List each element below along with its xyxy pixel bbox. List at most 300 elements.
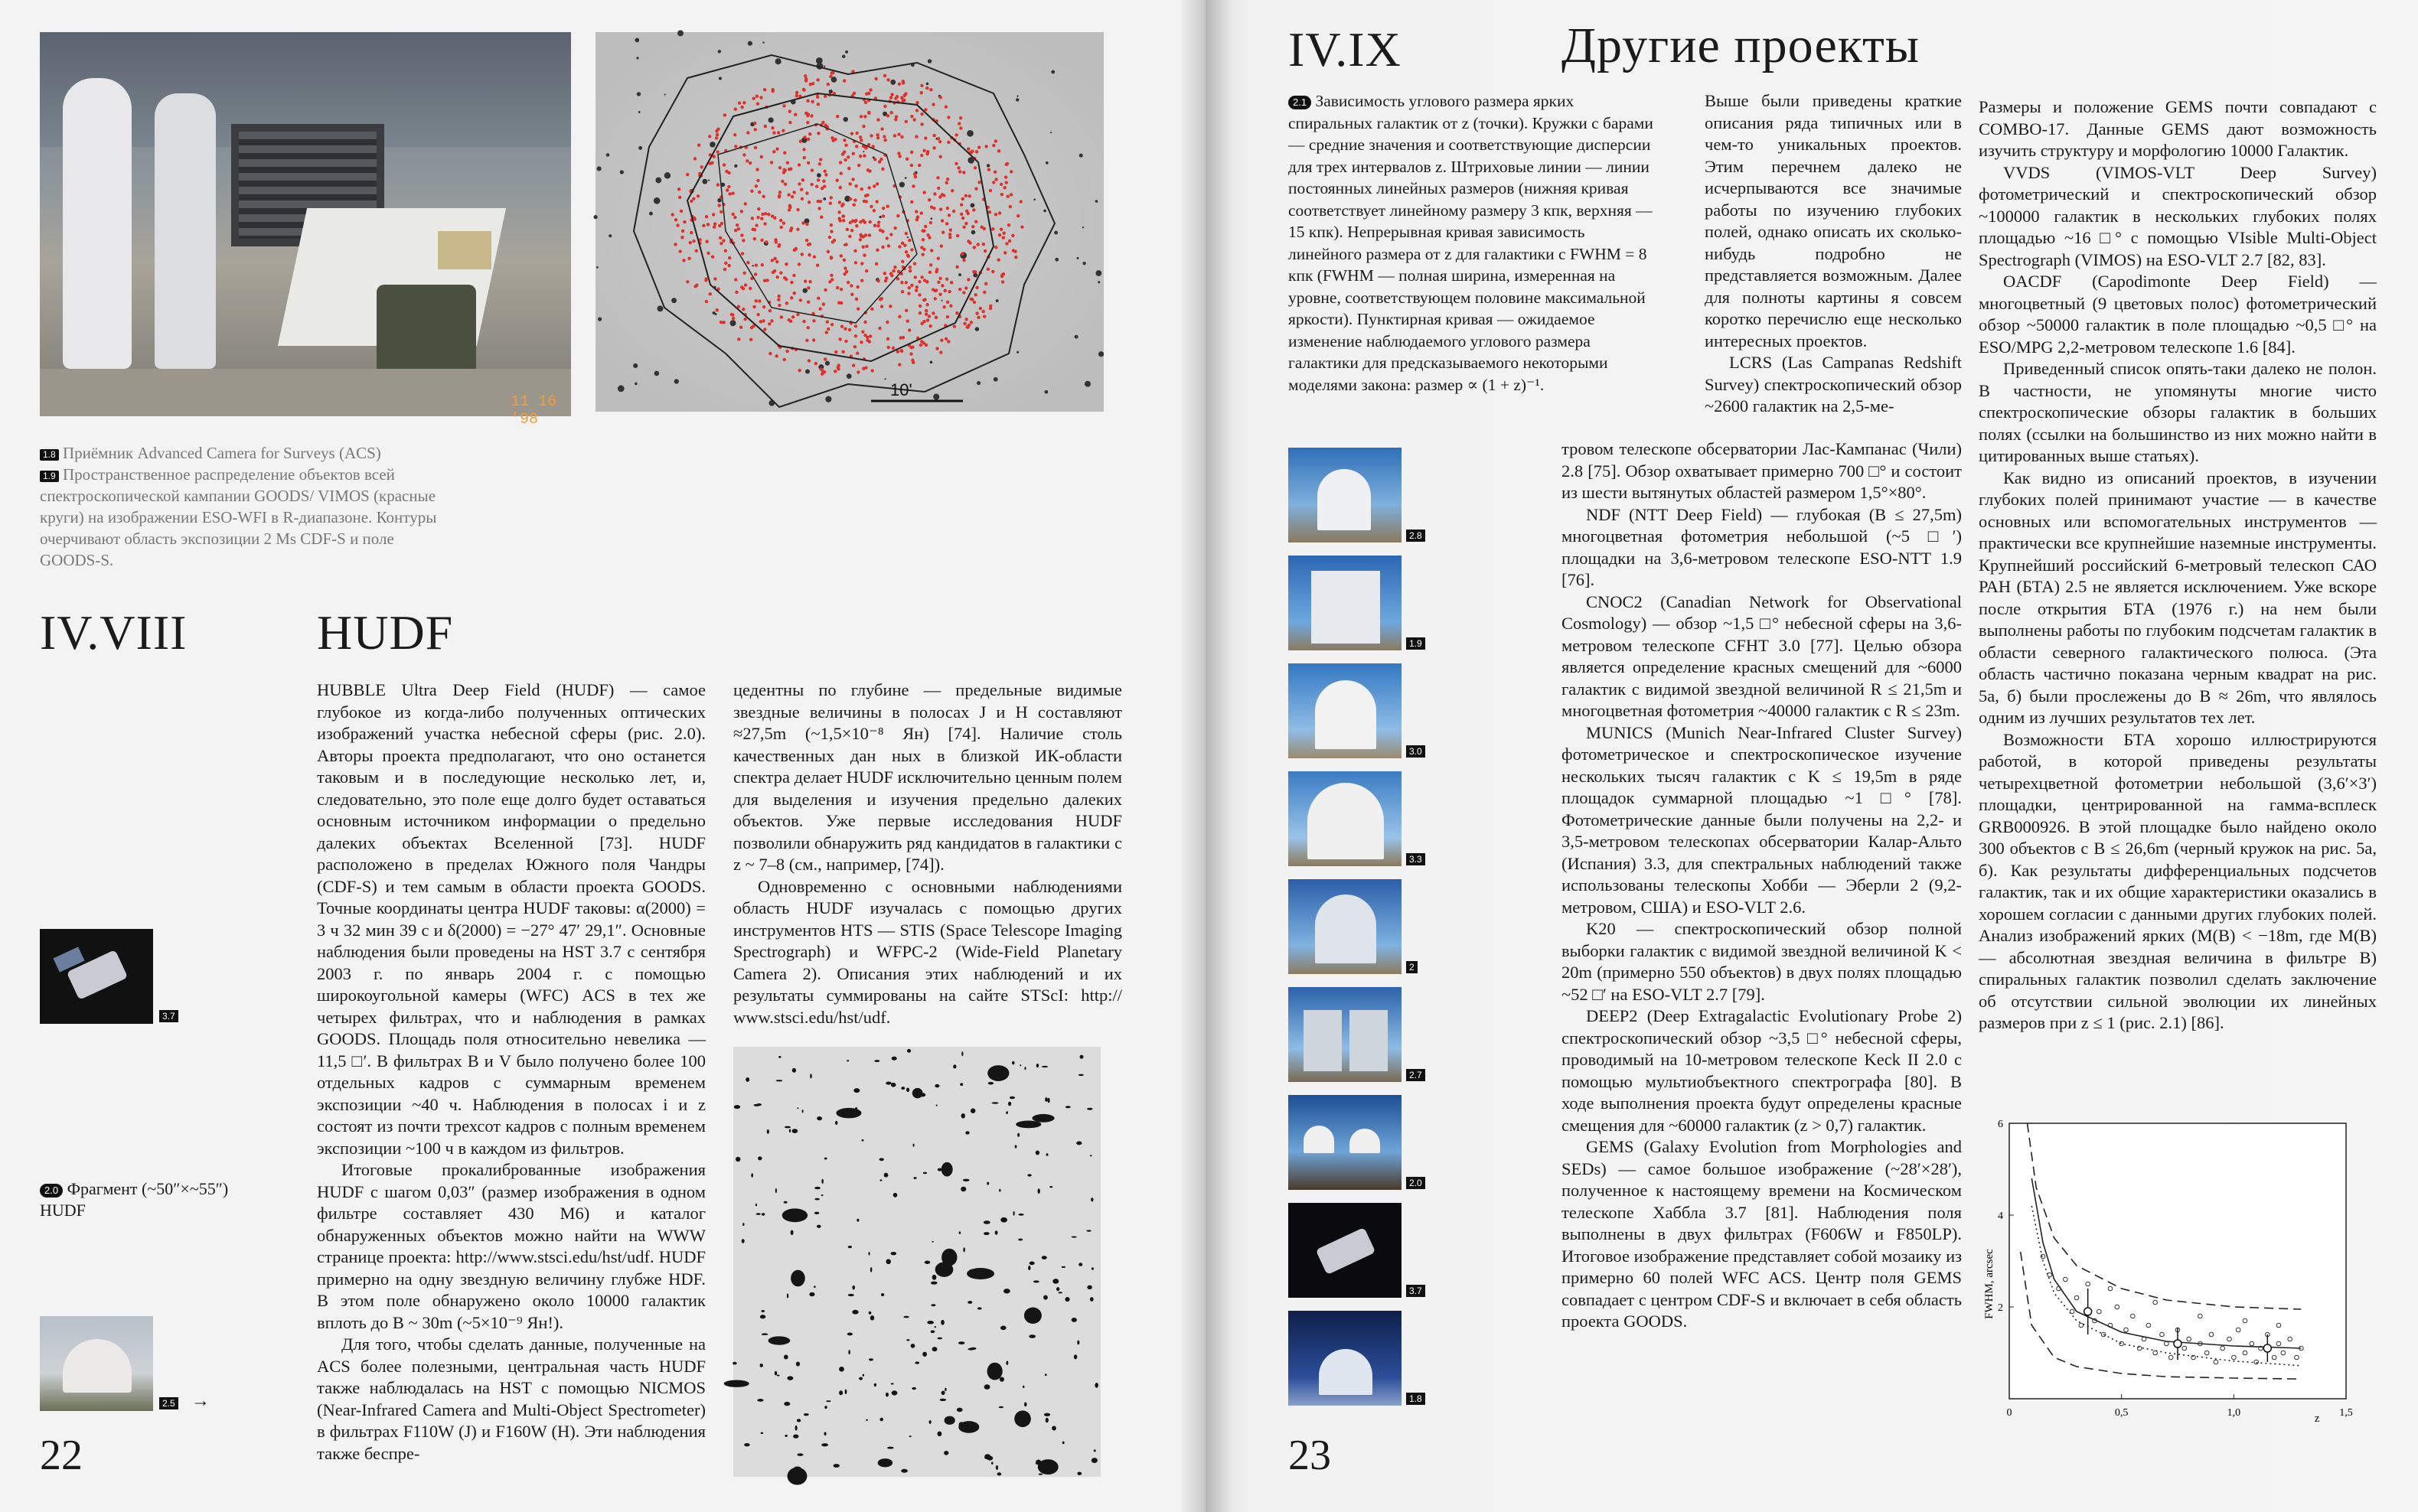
field-star xyxy=(1050,132,1052,133)
section-title-hudf: HUDF xyxy=(317,605,454,660)
target-dot xyxy=(742,287,745,290)
target-dot xyxy=(726,188,729,191)
hudf-galaxy xyxy=(852,1310,858,1315)
target-dot xyxy=(755,263,758,266)
target-dot xyxy=(804,74,807,77)
hudf-galaxy xyxy=(775,1188,777,1193)
target-dot xyxy=(817,207,821,210)
hudf-galaxy xyxy=(863,1374,864,1377)
hudf-galaxy xyxy=(940,1399,947,1401)
target-dot xyxy=(861,331,864,334)
hudf-galaxy xyxy=(988,1082,994,1085)
telescope-badge-6: 2.7 xyxy=(1406,1069,1425,1081)
hudf-galaxy xyxy=(756,1103,762,1106)
field-star xyxy=(931,217,933,220)
telescope-badge-9: 1.8 xyxy=(1406,1393,1425,1405)
target-dot xyxy=(816,78,819,81)
project-deep2: DEEP2 (Deep Extragalactic Evolutionary Probe 2) спектроскопический обзор ~3,5 □° небесной сферы, проводимый на 10-метровом телескопе Keck II 2.0 с помощью мультиобъектного спектрографа [80]. В ходе выполнения проекта будут определены красные смещения для ~60000 галактик (z > 0,7) галактик. xyxy=(1561,1006,1962,1135)
telescope-thumb-4 xyxy=(1288,771,1402,866)
target-dot xyxy=(907,292,910,295)
target-dot xyxy=(925,152,928,155)
target-dot xyxy=(906,254,909,257)
mean-point xyxy=(2174,1340,2181,1347)
project-vvds: VVDS (VIMOS-VLT Deep Survey) фотометрический и спектроскопический обзор ~100000 галактик в нескольких глубоких полях площадью ~16 □° с помощью VIsible Multi-Object Spectrograph (VIMOS) на ESO-VLT 2.7 [82, 83]. xyxy=(1979,162,2377,269)
target-dot xyxy=(784,182,787,185)
field-star xyxy=(1075,335,1078,339)
target-dot xyxy=(805,223,808,226)
target-dot xyxy=(882,214,885,217)
target-dot xyxy=(902,80,905,83)
target-dot xyxy=(810,183,813,186)
target-dot xyxy=(949,305,952,308)
target-dot xyxy=(818,162,821,165)
target-dot xyxy=(727,171,730,174)
target-dot xyxy=(939,207,942,210)
telescope-thumb-6 xyxy=(1288,987,1402,1082)
hudf-galaxy xyxy=(796,1361,800,1366)
hudf-galaxy xyxy=(884,1173,889,1178)
target-dot xyxy=(782,222,785,225)
target-dot xyxy=(945,106,948,109)
target-dot xyxy=(924,108,927,111)
hudf-galaxy xyxy=(971,1108,975,1113)
hudf-galaxy xyxy=(932,1347,938,1351)
target-dot xyxy=(793,249,796,252)
target-dot xyxy=(938,140,941,143)
target-dot xyxy=(783,152,786,155)
target-dot xyxy=(720,222,723,225)
target-dot xyxy=(680,210,683,213)
target-dot xyxy=(880,305,883,308)
target-dot xyxy=(984,282,987,285)
target-dot xyxy=(873,224,876,227)
target-dot xyxy=(970,321,973,324)
hudf-galaxy xyxy=(879,1179,882,1181)
target-dot xyxy=(973,246,976,249)
hudf-galaxy xyxy=(870,1267,873,1272)
target-dot xyxy=(945,181,948,184)
target-dot xyxy=(925,86,928,90)
field-star xyxy=(1095,270,1101,276)
target-dot xyxy=(863,220,866,223)
hudf-galaxy xyxy=(1000,1217,1007,1223)
hudf-galaxy xyxy=(836,1108,861,1119)
field-star xyxy=(816,57,823,64)
target-dot xyxy=(768,322,771,325)
hudf-galaxy xyxy=(1044,1413,1050,1416)
hudf-galaxy xyxy=(824,1406,827,1409)
target-dot xyxy=(789,320,792,323)
project-k20: K20 — спектроскопический обзор полной выборки галактик с видимой звездной величиной K < 20m (примерно 550 объектов) в двух полях площадью ~52 □′ на ESO-VLT 2.7 [79]. xyxy=(1561,919,1962,1004)
target-dot xyxy=(708,135,711,138)
target-dot xyxy=(811,168,814,171)
target-dot xyxy=(904,92,907,95)
target-dot xyxy=(1011,234,1014,237)
target-dot xyxy=(812,319,815,322)
instruments-paragraph: Как видно из описаний проектов, в изучении глубоких полей принимают участие — в качестве основных или вспомогательных инструментов — практически все крупнейшие наземные инструменты. Крупнейший российский 6-метровый телескоп САО РАН (БТА) 2.5 не является исключением. Уже вскоре после открытия БТА (1976 г.) на нем были выполнены работы по глубоким подсчетам галактик в области северного галактического полюса. (Эта область частично показана черным квадрат на рис. 5а, б) были прослежены до B ≈ 26m, что являлось одним из лучших результатов тех лет. xyxy=(1979,468,2377,727)
target-dot xyxy=(1012,249,1015,252)
target-dot xyxy=(837,210,840,213)
target-dot xyxy=(855,224,858,227)
target-dot xyxy=(859,135,862,138)
target-dot xyxy=(920,211,923,214)
hudf-galaxy xyxy=(1090,1155,1092,1156)
target-dot xyxy=(808,200,811,204)
target-dot xyxy=(813,256,816,259)
target-dot xyxy=(896,214,899,217)
target-dot xyxy=(940,338,943,341)
target-dot xyxy=(873,184,876,187)
target-dot xyxy=(886,337,889,341)
field-star xyxy=(970,203,974,207)
target-dot xyxy=(802,320,805,323)
target-dot xyxy=(937,257,940,260)
target-dot xyxy=(811,82,814,85)
field-star xyxy=(636,57,638,59)
target-dot xyxy=(690,231,693,234)
hudf-galaxy xyxy=(821,1194,824,1196)
target-dot xyxy=(974,166,977,169)
hudf-galaxy xyxy=(809,1292,814,1297)
target-dot xyxy=(762,195,765,198)
target-dot xyxy=(843,138,846,142)
target-dot xyxy=(749,338,752,341)
mean-point xyxy=(2263,1344,2271,1352)
target-dot xyxy=(991,270,994,273)
project-oacdf: OACDF (Capodimonte Deep Field) — многоцветный (9 цветовых полос) фотометрический обзор ~50000 галактик в поле площадью ~0,5 □° на ESO/MPG 2,2-метровом телескопе 1.6 [84]. xyxy=(1979,272,2377,357)
target-dot xyxy=(961,197,964,200)
book-spine-shadow xyxy=(1179,0,1232,1512)
right-page xyxy=(1206,0,2418,1512)
target-dot xyxy=(859,238,862,241)
target-dot xyxy=(967,278,970,281)
target-dot xyxy=(926,318,929,321)
hudf-galaxy xyxy=(791,1230,794,1236)
hudf-galaxy xyxy=(1032,1114,1054,1123)
hudf-galaxy xyxy=(963,1179,970,1181)
hudf-galaxy xyxy=(784,1354,788,1359)
field-star xyxy=(718,50,721,53)
y-tick-label: 6 xyxy=(1998,1119,2003,1130)
target-dot xyxy=(925,344,928,347)
target-dot xyxy=(962,226,965,229)
section-title-other: Другие проекты xyxy=(1561,18,1920,73)
target-dot xyxy=(868,170,871,173)
target-dot xyxy=(948,236,951,239)
target-dot xyxy=(775,354,778,357)
target-dot xyxy=(731,213,734,216)
target-dot xyxy=(932,311,935,314)
field-star xyxy=(1098,281,1100,283)
target-dot xyxy=(975,311,978,314)
target-dot xyxy=(930,205,933,208)
hudf-galaxy xyxy=(746,1077,749,1082)
target-dot xyxy=(865,269,868,272)
target-dot xyxy=(746,131,749,134)
target-dot xyxy=(761,213,764,216)
hudf-galaxy xyxy=(1039,1473,1043,1475)
hudf-galaxy xyxy=(791,1129,798,1133)
target-dot xyxy=(968,194,971,197)
hudf-galaxy xyxy=(961,1187,966,1192)
target-dot xyxy=(959,126,962,129)
hudf-galaxy xyxy=(907,1049,911,1053)
hubble-thumbnail xyxy=(40,929,153,1024)
target-dot xyxy=(887,346,890,349)
hudf-galaxy xyxy=(929,1420,932,1424)
target-dot xyxy=(922,230,925,233)
target-dot xyxy=(866,339,869,342)
hudf-galaxy xyxy=(1023,1386,1024,1388)
hudf-galaxy xyxy=(847,1333,853,1336)
hudf-galaxy xyxy=(814,1212,820,1214)
target-dot xyxy=(864,366,867,369)
hudf-galaxy xyxy=(802,1110,804,1113)
target-dot xyxy=(727,264,730,267)
target-dot xyxy=(919,344,922,347)
target-dot xyxy=(760,217,763,220)
target-dot xyxy=(915,285,919,288)
field-star xyxy=(823,197,826,200)
target-dot xyxy=(841,214,844,217)
target-dot xyxy=(942,305,945,308)
target-dot xyxy=(844,144,847,147)
target-dot xyxy=(758,299,761,302)
telescope-thumb-3 xyxy=(1288,663,1402,758)
page-number-right: 23 xyxy=(1288,1432,1331,1479)
hudf-galaxy xyxy=(734,1105,740,1109)
target-dot xyxy=(905,120,908,123)
target-dot xyxy=(801,221,804,224)
hudf-galaxy xyxy=(932,1241,933,1243)
target-dot xyxy=(683,220,686,223)
field-star xyxy=(708,179,710,181)
target-dot xyxy=(796,208,799,211)
target-dot xyxy=(915,135,918,138)
target-dot xyxy=(755,299,758,302)
target-dot xyxy=(779,271,782,274)
target-dot xyxy=(946,207,949,210)
target-dot xyxy=(836,115,839,118)
target-dot xyxy=(910,284,913,287)
target-dot xyxy=(755,184,758,187)
hudf-galaxy xyxy=(810,1074,811,1078)
target-dot xyxy=(676,223,679,226)
field-star xyxy=(775,58,782,64)
hudf-galaxy xyxy=(886,1393,889,1397)
fwhm-chart-svg xyxy=(1979,1108,2377,1445)
target-dot xyxy=(844,327,847,330)
target-dot xyxy=(834,350,837,354)
field-star xyxy=(829,90,833,93)
field-star xyxy=(633,363,638,368)
acs-instrument-photo xyxy=(40,32,571,429)
target-dot xyxy=(948,290,951,293)
target-dot xyxy=(869,88,872,91)
target-dot xyxy=(918,164,921,167)
target-dot xyxy=(773,217,776,220)
target-dot xyxy=(724,249,727,252)
target-dot xyxy=(880,127,883,130)
target-dot xyxy=(853,199,857,202)
target-dot xyxy=(720,210,723,213)
telescope-badge-1: 2.8 xyxy=(1406,530,1425,542)
target-dot xyxy=(876,200,879,203)
hudf-galaxy xyxy=(1090,1297,1094,1302)
target-dot xyxy=(765,240,768,243)
lcrs-start: LCRS (Las Campanas Redshift Survey) спектроскопический обзор ~2600 галактик на 2,5-ме- xyxy=(1705,353,1962,415)
hudf-galaxy xyxy=(890,1252,896,1255)
field-star xyxy=(863,151,864,152)
target-dot xyxy=(777,298,780,301)
target-dot xyxy=(920,84,923,87)
target-dot xyxy=(779,219,782,222)
target-dot xyxy=(782,104,785,107)
target-dot xyxy=(953,324,956,327)
field-star xyxy=(802,288,808,293)
target-dot xyxy=(789,229,792,232)
target-dot xyxy=(877,220,880,223)
target-dot xyxy=(712,213,715,216)
target-dot xyxy=(693,285,697,288)
hudf-galaxy xyxy=(1017,1133,1020,1137)
target-dot xyxy=(847,167,850,170)
target-dot xyxy=(791,315,795,318)
target-dot xyxy=(705,215,708,218)
target-dot xyxy=(883,272,886,275)
hudf-galaxy xyxy=(1059,1292,1062,1293)
hudf-galaxy xyxy=(1018,1239,1023,1241)
target-dot xyxy=(889,305,892,308)
field-star xyxy=(1085,381,1091,387)
target-dot xyxy=(876,279,879,282)
target-dot xyxy=(945,222,948,225)
field-star xyxy=(637,92,641,96)
target-dot xyxy=(991,227,994,230)
target-dot xyxy=(837,301,840,304)
target-dot xyxy=(777,295,780,298)
field-star xyxy=(1016,96,1018,97)
field-star xyxy=(971,230,976,235)
target-dot xyxy=(870,134,873,137)
target-dot xyxy=(828,236,831,239)
hudf-galaxy xyxy=(1078,1074,1084,1076)
target-dot xyxy=(801,253,804,256)
target-dot xyxy=(940,244,943,247)
target-dot xyxy=(1014,256,1017,259)
target-dot xyxy=(756,313,759,316)
target-dot xyxy=(938,293,941,296)
target-dot xyxy=(805,239,808,242)
target-dot xyxy=(918,293,921,296)
target-dot xyxy=(791,195,794,198)
target-dot xyxy=(808,253,811,256)
target-dot xyxy=(859,155,862,158)
target-dot xyxy=(777,131,780,134)
target-dot xyxy=(910,151,913,154)
target-dot xyxy=(737,337,740,341)
target-dot xyxy=(1007,195,1010,198)
target-dot xyxy=(997,149,1000,152)
target-dot xyxy=(936,176,939,179)
fwhm-chart xyxy=(1979,1108,2377,1445)
mean-point xyxy=(2084,1308,2092,1315)
field-star xyxy=(768,117,774,122)
hudf-galaxy xyxy=(1038,1188,1040,1194)
hudf-galaxy xyxy=(814,1198,819,1201)
hudf-galaxy xyxy=(1043,1295,1048,1299)
target-dot xyxy=(739,326,742,329)
target-dot xyxy=(910,115,913,118)
hudf-galaxy xyxy=(742,1239,745,1243)
hudf-galaxy xyxy=(1078,1263,1082,1266)
target-dot xyxy=(923,191,926,194)
target-dot xyxy=(805,191,808,194)
section-number-right: IV.IX xyxy=(1288,22,1402,77)
target-dot xyxy=(901,242,904,245)
hudf-galaxy xyxy=(848,1246,852,1248)
field-star xyxy=(825,396,831,402)
hudf-galaxy xyxy=(967,1268,994,1279)
target-dot xyxy=(992,181,995,184)
field-star xyxy=(930,361,933,364)
target-dot xyxy=(994,246,997,249)
target-dot xyxy=(706,223,710,226)
projects-column-3 xyxy=(1979,96,2377,1035)
hudf-galaxy xyxy=(1045,1374,1047,1376)
target-dot xyxy=(908,286,911,289)
target-dot xyxy=(863,115,866,118)
target-dot xyxy=(819,200,822,203)
hudf-galaxy xyxy=(911,1344,915,1348)
target-dot xyxy=(746,159,749,162)
target-dot xyxy=(919,305,922,308)
hudf-galaxy xyxy=(756,1213,761,1215)
target-dot xyxy=(951,189,954,192)
hudf-galaxy xyxy=(999,1406,1003,1408)
field-star xyxy=(1016,98,1019,101)
target-dot xyxy=(960,203,963,206)
hudf-galaxy xyxy=(761,1432,763,1434)
field-star xyxy=(762,41,764,43)
project-gems-cont: Размеры и положение GEMS почти совпадают с COMBO-17. Данные GEMS дают возможность изучить структуру и морфологию 10000 Галактик. xyxy=(1979,97,2377,160)
target-dot xyxy=(807,161,810,165)
target-dot xyxy=(918,280,921,283)
hudf-galaxy xyxy=(1087,1286,1092,1290)
target-dot xyxy=(1016,214,1020,217)
field-star xyxy=(926,83,929,86)
hudf-galaxy xyxy=(817,1116,822,1120)
hudf-galaxy xyxy=(853,1088,860,1093)
hubble-thumbnail-badge: 3.7 xyxy=(159,1010,178,1022)
hudf-galaxy xyxy=(761,1310,765,1312)
target-dot xyxy=(802,88,805,91)
photo-captions xyxy=(40,442,445,571)
field-star xyxy=(1054,230,1058,234)
target-dot xyxy=(831,138,834,142)
field-star xyxy=(671,298,677,303)
target-dot xyxy=(781,180,784,183)
target-dot xyxy=(804,77,808,80)
target-dot xyxy=(989,189,992,192)
target-dot xyxy=(925,312,928,315)
target-dot xyxy=(849,221,852,224)
target-dot xyxy=(731,191,734,194)
target-dot xyxy=(898,315,901,318)
target-dot xyxy=(898,245,901,248)
target-dot xyxy=(893,226,896,230)
field-star xyxy=(649,212,653,216)
